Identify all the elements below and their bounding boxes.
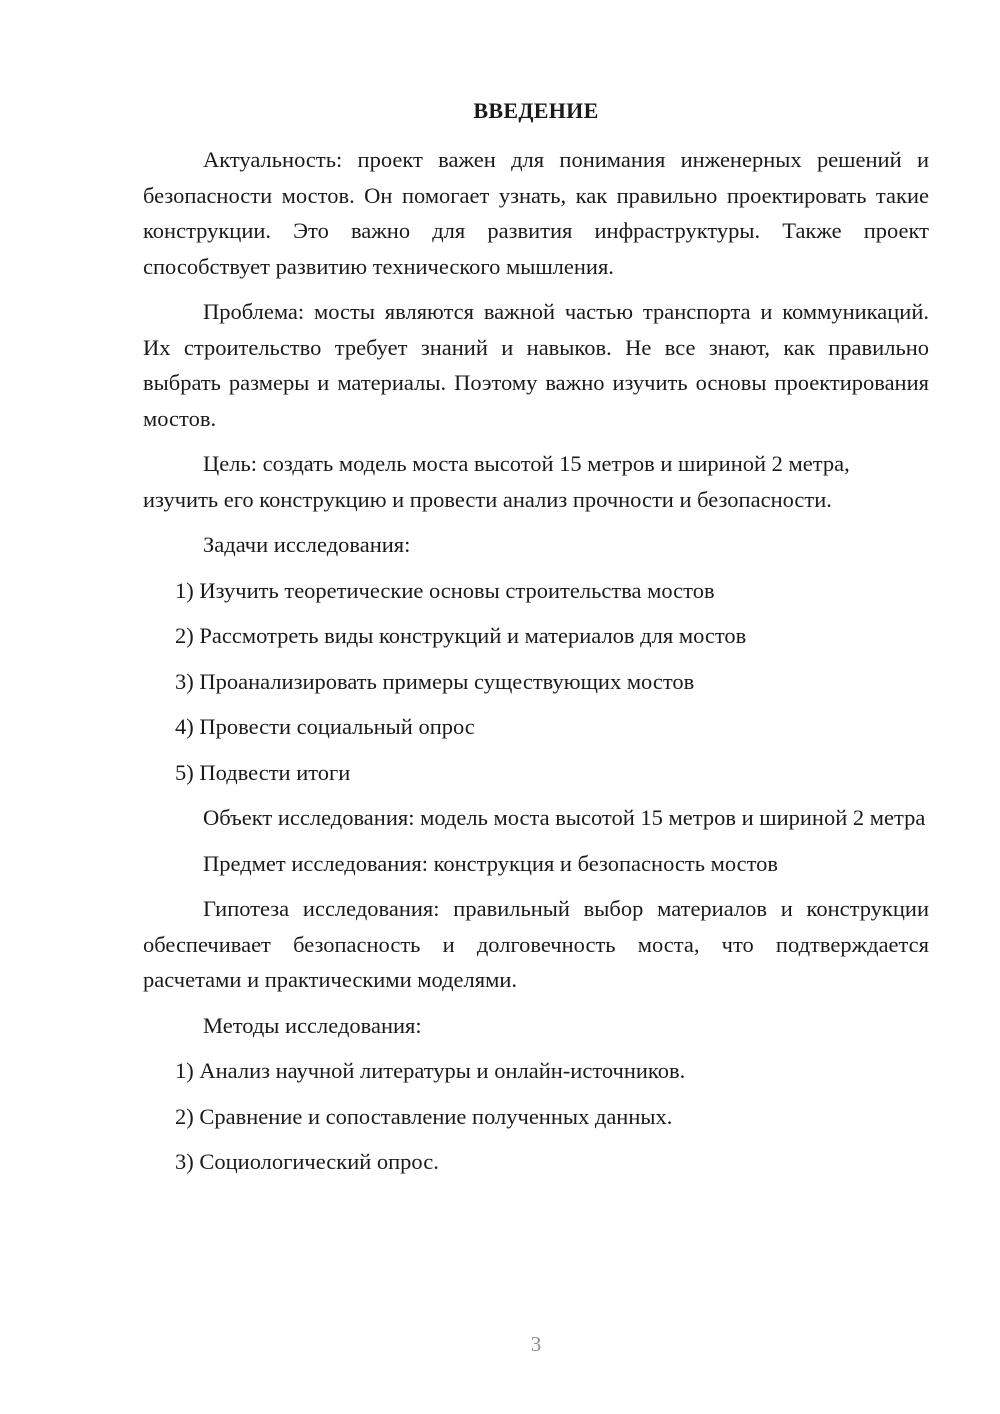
page-number: 3 — [530, 1332, 542, 1356]
method-list-item: 2) Сравнение и сопоставление полученных данных. — [175, 1103, 673, 1129]
methods-heading: Методы исследования: — [203, 1012, 422, 1038]
task-list-item: 2) Рассмотреть виды конструкций и материалов для мостов — [175, 623, 747, 648]
goal-paragraph: Цель: создать модель моста высотой 15 метров и шириной 2 метра, изучить его конструкцию и провести анализ прочности и безопасности. — [143, 451, 850, 512]
page-title: ВВЕДЕНИЕ — [473, 98, 599, 123]
relevance-paragraph: Актуальность: проект важен для понимания инженерных решений и безопасности мостов. Он помогает узнать, как правильно проектировать такие конструкции. Это важно для развития инфраструктуры. Также проект способствует развитию технического мышления. — [143, 147, 929, 279]
task-list-item: 1) Изучить теоретические основы строительства мостов — [175, 577, 715, 603]
subject-paragraph: Предмет исследования: конструкция и безопасность мостов — [203, 850, 779, 876]
document-body — [143, 142, 929, 1190]
task-list-item: 3) Проанализировать примеры существующих мостов — [175, 668, 695, 694]
hypothesis-paragraph: Гипотеза исследования: правильный выбор материалов и конструкции обеспечивает безопасность и долговечность моста, что подтверждается расчетами и практическими моделями. — [143, 896, 929, 992]
task-list-item: 5) Подвести итоги — [175, 759, 351, 785]
method-list-item: 1) Анализ научной литературы и онлайн-источников. — [175, 1058, 686, 1083]
task-list-item: 4) Провести социальный опрос — [175, 714, 475, 739]
object-paragraph: Объект исследования: модель моста высотой 15 метров и шириной 2 метра — [203, 805, 926, 830]
tasks-heading: Задачи исследования: — [203, 532, 411, 557]
problem-paragraph: Проблема: мосты являются важной частью транспорта и коммуникаций. Их строительство требует знаний и навыков. Не все знают, как правильно выбрать размеры и материалы. Поэтому важно изучить основы проектирования мостов. — [143, 299, 929, 431]
method-list-item: 3) Социологический опрос. — [175, 1149, 439, 1174]
